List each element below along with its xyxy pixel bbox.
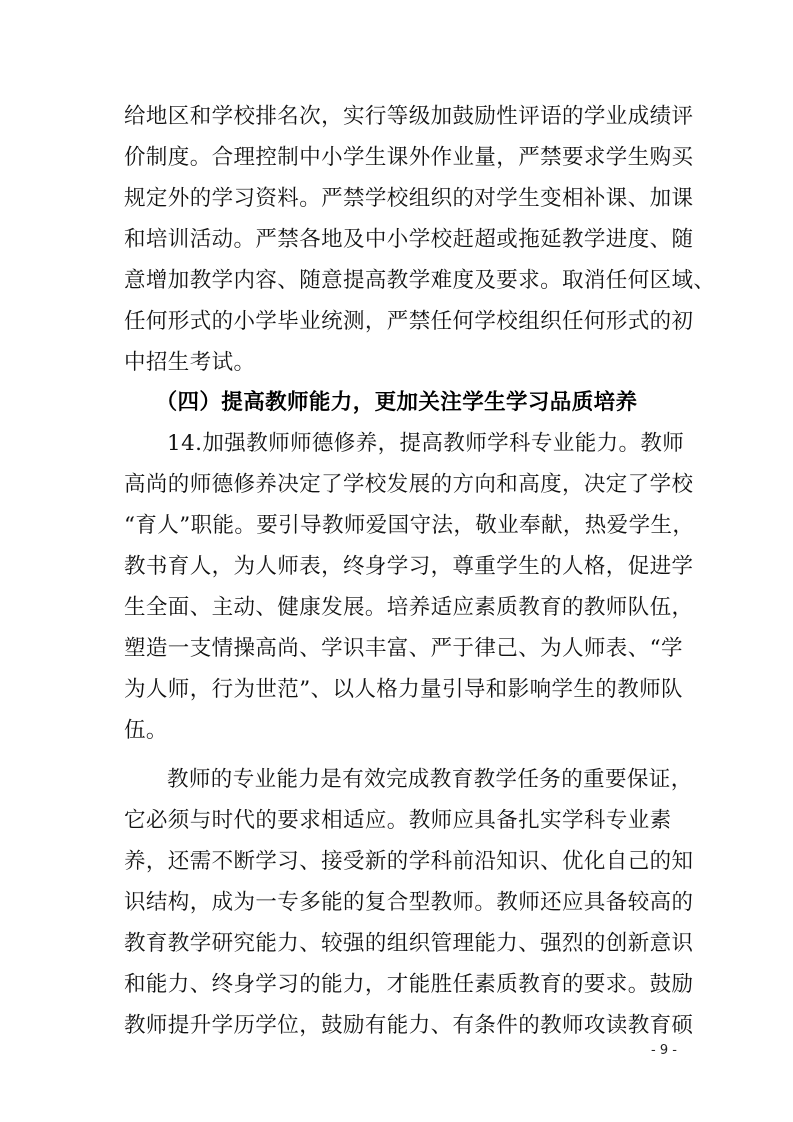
text-line: 教师提升学历学位，鼓励有能力、有条件的教师攻读教育硕 [124, 1013, 694, 1038]
text-line: “育人”职能。要引导教师爱国守法，敬业奉献，热爱学生， [124, 513, 695, 538]
text-line: 14.加强教师师德修养，提高教师学科专业能力。教师 [167, 431, 685, 456]
text-line: 生全面、主动、健康发展。培养适应素质教育的教师队伍， [124, 595, 694, 620]
text-line: 中招生考试。 [124, 350, 256, 375]
text-line: 塑造一支情操高尚、学识丰富、严于律己、为人师表、“学 [124, 636, 683, 661]
page-number: - 9 - [651, 1043, 677, 1058]
text-line: 高尚的师德修养决定了学校发展的方向和高度，决定了学校 [124, 472, 694, 497]
text-line: 和能力、终身学习的能力，才能胜任素质教育的要求。鼓励 [124, 972, 694, 997]
text-line: 价制度。合理控制中小学生课外作业量，严禁要求学生购买 [124, 145, 694, 170]
section-heading: （四）提高教师能力，更加关注学生学习品质培养 [155, 390, 638, 415]
text-line: 任何形式的小学毕业统测，严禁任何学校组织任何形式的初 [124, 309, 694, 334]
text-line: 它必须与时代的要求相适应。教师应具备扎实学科专业素 [124, 808, 672, 833]
text-line: 伍。 [124, 718, 168, 743]
text-line: 规定外的学习资料。严禁学校组织的对学生变相补课、加课 [124, 186, 694, 211]
text-line: 教师的专业能力是有效完成教育教学任务的重要保证， [167, 767, 693, 792]
text-line: 养，还需不断学习、接受新的学科前沿知识、优化自己的知 [124, 849, 694, 874]
text-line: 教书育人，为人师表，终身学习，尊重学生的人格，促进学 [124, 554, 694, 579]
text-line: 教育教学研究能力、较强的组织管理能力、强烈的创新意识 [124, 931, 694, 956]
text-line: 识结构，成为一专多能的复合型教师。教师还应具备较高的 [124, 890, 694, 915]
text-line: 为人师，行为世范”、以人格力量引导和影响学生的教师队 [124, 677, 683, 702]
text-line: 意增加教学内容、随意提高教学难度及要求。取消任何区域、 [124, 268, 716, 293]
text-line: 和培训活动。严禁各地及中小学校赶超或拖延教学进度、随 [124, 227, 694, 252]
text-line: 给地区和学校排名次，实行等级加鼓励性评语的学业成绩评 [124, 104, 694, 129]
